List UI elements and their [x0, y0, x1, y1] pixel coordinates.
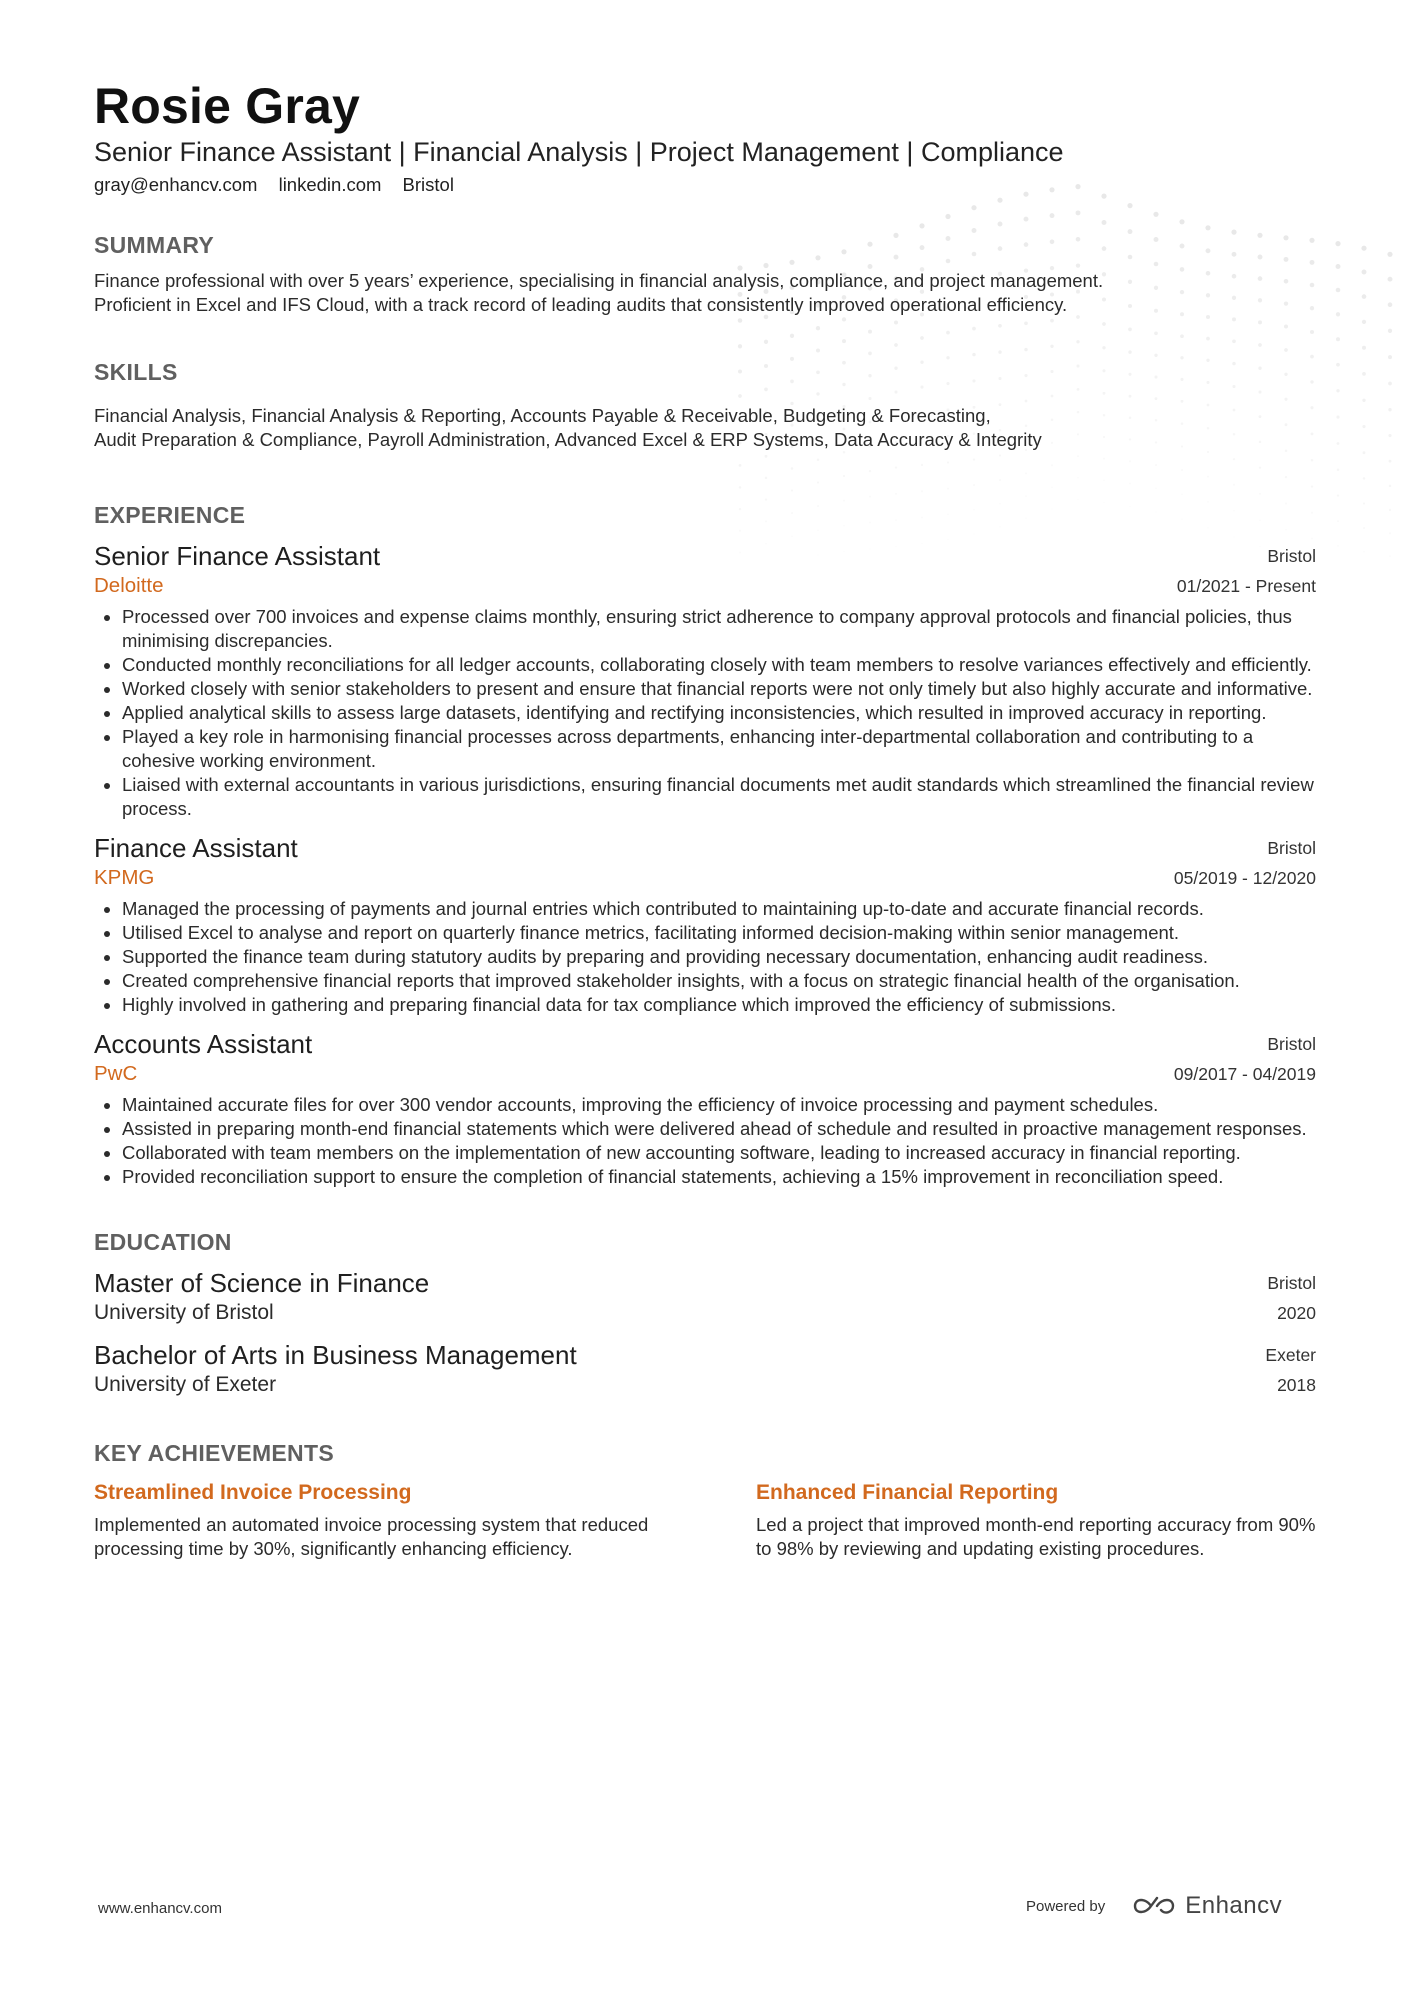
decor-dot [1336, 416, 1339, 419]
skills-section [94, 359, 1316, 452]
education-meta [1267, 1268, 1316, 1328]
job-meta [1174, 1029, 1316, 1089]
decor-dot [1388, 382, 1392, 386]
decor-dot [1389, 509, 1391, 511]
education-entry [94, 1340, 1316, 1400]
decor-dot [1363, 502, 1365, 504]
decor-dot [1388, 302, 1393, 307]
decor-dot [1363, 551, 1365, 553]
summary-section [94, 232, 1316, 317]
decor-dot [1335, 241, 1340, 246]
job-header [94, 541, 1316, 601]
summary-text [94, 269, 1316, 317]
decor-dot [1336, 288, 1341, 293]
resume-header [94, 78, 1316, 196]
decor-dot [1336, 363, 1340, 367]
job-meta [1174, 833, 1316, 893]
enhancv-logo-icon [1131, 1894, 1177, 1918]
summary-line: Proficient in Excel and IFS Cloud, with a track record of leading audits that consistently improved operational efficiency. [94, 293, 1068, 315]
job-entry [94, 833, 1316, 1017]
contact-email[interactable]: gray@enhancv.com [94, 173, 258, 195]
job-bullet: • Played a key role in harmonising financial processes across departments, enhancing inter-departmental collaboration and contributing to a cohesive working environment. [122, 725, 1316, 773]
job-location: Bristol [1267, 837, 1316, 858]
job-title: Senior Finance Assistant [94, 540, 381, 571]
job-bullet: • Maintained accurate files for over 300 vendor accounts, improving the efficiency of invoice processing and payment schedules. [122, 1093, 1316, 1117]
job-bullets [94, 897, 1316, 1017]
job-bullet: • Processed over 700 invoices and expense claims monthly, ensuring strict adherence to company approval protocols and financial policies, thus minimising discrepancies. [122, 605, 1316, 653]
decor-dot [1362, 270, 1367, 275]
job-company: KPMG [94, 865, 155, 889]
skills-list [94, 404, 1316, 452]
job-bullet: • Applied analytical skills to assess large datasets, identifying and rectifying inconsistencies, which resulted in improved accuracy in reporting. [122, 701, 1316, 725]
decor-dot [1336, 264, 1341, 269]
education-degree: Master of Science in Finance [94, 1267, 430, 1298]
decor-dot [1362, 346, 1366, 350]
achievement-title: Enhanced Financial Reporting [756, 1480, 1059, 1504]
decor-dot [1337, 545, 1339, 547]
job-location: Bristol [1267, 545, 1316, 566]
education-year: 2018 [1277, 1374, 1316, 1395]
job-meta [1177, 541, 1316, 601]
education-degree: Bachelor of Arts in Business Management [94, 1339, 577, 1370]
decor-dot [1363, 451, 1366, 454]
decor-dot [1336, 389, 1339, 392]
decor-dot [1362, 399, 1365, 402]
decor-dot [1362, 425, 1365, 428]
job-title: Accounts Assistant [94, 1028, 313, 1059]
education-location: Bristol [1267, 1272, 1316, 1293]
job-company: PwC [94, 1061, 138, 1085]
job-bullet: • Provided reconciliation support to ensure the completion of financial statements, achieving a 15% improvement in reconciliation speed. [122, 1165, 1316, 1189]
education-meta [1265, 1340, 1316, 1400]
job-title: Finance Assistant [94, 832, 298, 863]
job-bullet: • Worked closely with senior stakeholders to present and ensure that financial reports were not only timely but also highly accurate and informative. [122, 677, 1316, 701]
achievement-item [94, 1481, 654, 1561]
job-header [94, 1029, 1316, 1089]
job-bullets [94, 1093, 1316, 1189]
achievements-section [94, 1440, 1316, 1561]
job-bullets [94, 605, 1316, 821]
achievement-description: Led a project that improved month-end reporting accuracy from 90% to 98% by reviewing and updating existing procedures. [756, 1513, 1316, 1559]
decor-dot [1389, 460, 1392, 463]
footer-branding [1026, 1892, 1282, 1920]
summary-title: SUMMARY [94, 231, 215, 258]
decor-dot [1337, 442, 1340, 445]
candidate-name: Rosie Gray [94, 78, 361, 134]
job-bullet: • Conducted monthly reconciliations for all ledger accounts, collaborating closely with team members to resolve variances effectively and efficiently. [122, 653, 1316, 677]
job-bullet: • Utilised Excel to analyse and report on quarterly finance metrics, facilitating informed decision-making within senior management. [122, 921, 1316, 945]
education-title: EDUCATION [94, 1228, 232, 1255]
job-company: Deloitte [94, 573, 164, 597]
enhancv-brand: Enhancv [1185, 1892, 1283, 1919]
decor-dot [1388, 434, 1391, 437]
job-bullet: • Liaised with external accountants in various jurisdictions, ensuring financial documents met audit standards which streamlined the financial review process. [122, 773, 1316, 821]
resume-content [94, 78, 1316, 1561]
decor-dot [1363, 527, 1365, 529]
powered-by-label: Powered by [1026, 1897, 1106, 1915]
decor-dot [1389, 532, 1391, 534]
contact-location: Bristol [402, 173, 454, 195]
education-entry [94, 1268, 1316, 1328]
job-bullet: • Highly involved in gathering and preparing financial data for tax compliance which improved the efficiency of submissions. [122, 993, 1316, 1017]
decor-dot [1362, 320, 1366, 324]
decor-dot [1336, 337, 1340, 341]
decor-dot [1337, 468, 1340, 471]
decor-dot [1361, 246, 1366, 251]
achievement-description: Implemented an automated invoice processing system that reduced processing time by 30%, significantly enhancing efficiency. [94, 1513, 649, 1559]
achievement-item [756, 1481, 1316, 1561]
decor-dot [1387, 252, 1392, 257]
education-location: Exeter [1265, 1344, 1316, 1365]
education-school: University of Bristol [94, 1300, 274, 1324]
decor-dot [1337, 520, 1339, 522]
job-bullet: • Collaborated with team members on the implementation of new accounting software, leading to increased accuracy in financial reporting. [122, 1141, 1316, 1165]
job-dates: 05/2019 - 12/2020 [1173, 867, 1316, 888]
job-bullet: • Created comprehensive financial reports that improved stakeholder insights, with a focus on strategic financial health of the organisation. [122, 969, 1316, 993]
decor-dot [1389, 485, 1392, 488]
job-bullet: • Managed the processing of payments and journal entries which contributed to maintaining up-to-date and accurate financial records. [122, 897, 1316, 921]
experience-title: EXPERIENCE [94, 501, 246, 528]
decor-dot [1388, 408, 1391, 411]
job-dates: 09/2017 - 04/2019 [1173, 1063, 1316, 1084]
job-bullet: • Assisted in preparing month-end financial statements which were delivered ahead of schedule and resulted in proactive management responses. [122, 1117, 1316, 1141]
decor-dot [1363, 477, 1366, 480]
skills-line: Financial Analysis, Financial Analysis & Reporting, Accounts Payable & Receivable, Budgeting & Forecasting, [94, 404, 991, 426]
skills-line: Audit Preparation & Compliance, Payroll Administration, Advanced Excel & ERP Systems, Data Accuracy & Integrity [94, 428, 1042, 450]
decor-dot [1388, 355, 1392, 359]
contact-linkedin[interactable]: linkedin.com [278, 173, 382, 195]
education-section [94, 1229, 1316, 1400]
summary-line: Finance professional with over 5 years’ experience, specialising in financial analysis, compliance, and project management. [94, 269, 1104, 291]
job-header [94, 833, 1316, 893]
skills-title: SKILLS [94, 358, 178, 385]
decor-dot [1336, 312, 1340, 316]
job-entry [94, 1029, 1316, 1189]
achievement-title: Streamlined Invoice Processing [94, 1480, 412, 1504]
job-entry [94, 541, 1316, 821]
candidate-headline: Senior Finance Assistant | Financial Analysis | Project Management | Compliance [94, 137, 1064, 167]
achievements-title: KEY ACHIEVEMENTS [94, 1439, 334, 1466]
decor-dot [1389, 555, 1391, 557]
decor-dot [1337, 495, 1339, 497]
footer-website[interactable]: www.enhancv.com [98, 1900, 222, 1917]
job-dates: 01/2021 - Present [1176, 575, 1316, 596]
decor-dot [1388, 277, 1393, 282]
decor-dot [1362, 294, 1367, 299]
achievements-grid [94, 1481, 1316, 1561]
education-school: University of Exeter [94, 1372, 277, 1396]
education-year: 2020 [1277, 1302, 1316, 1323]
decor-dot [1362, 372, 1366, 376]
contact-line [94, 174, 1316, 196]
job-location: Bristol [1267, 1033, 1316, 1054]
decor-dot [1388, 329, 1392, 333]
experience-section [94, 502, 1316, 1189]
job-bullet: • Supported the finance team during statutory audits by preparing and providing necessary documentation, enhancing audit readiness. [122, 945, 1316, 969]
